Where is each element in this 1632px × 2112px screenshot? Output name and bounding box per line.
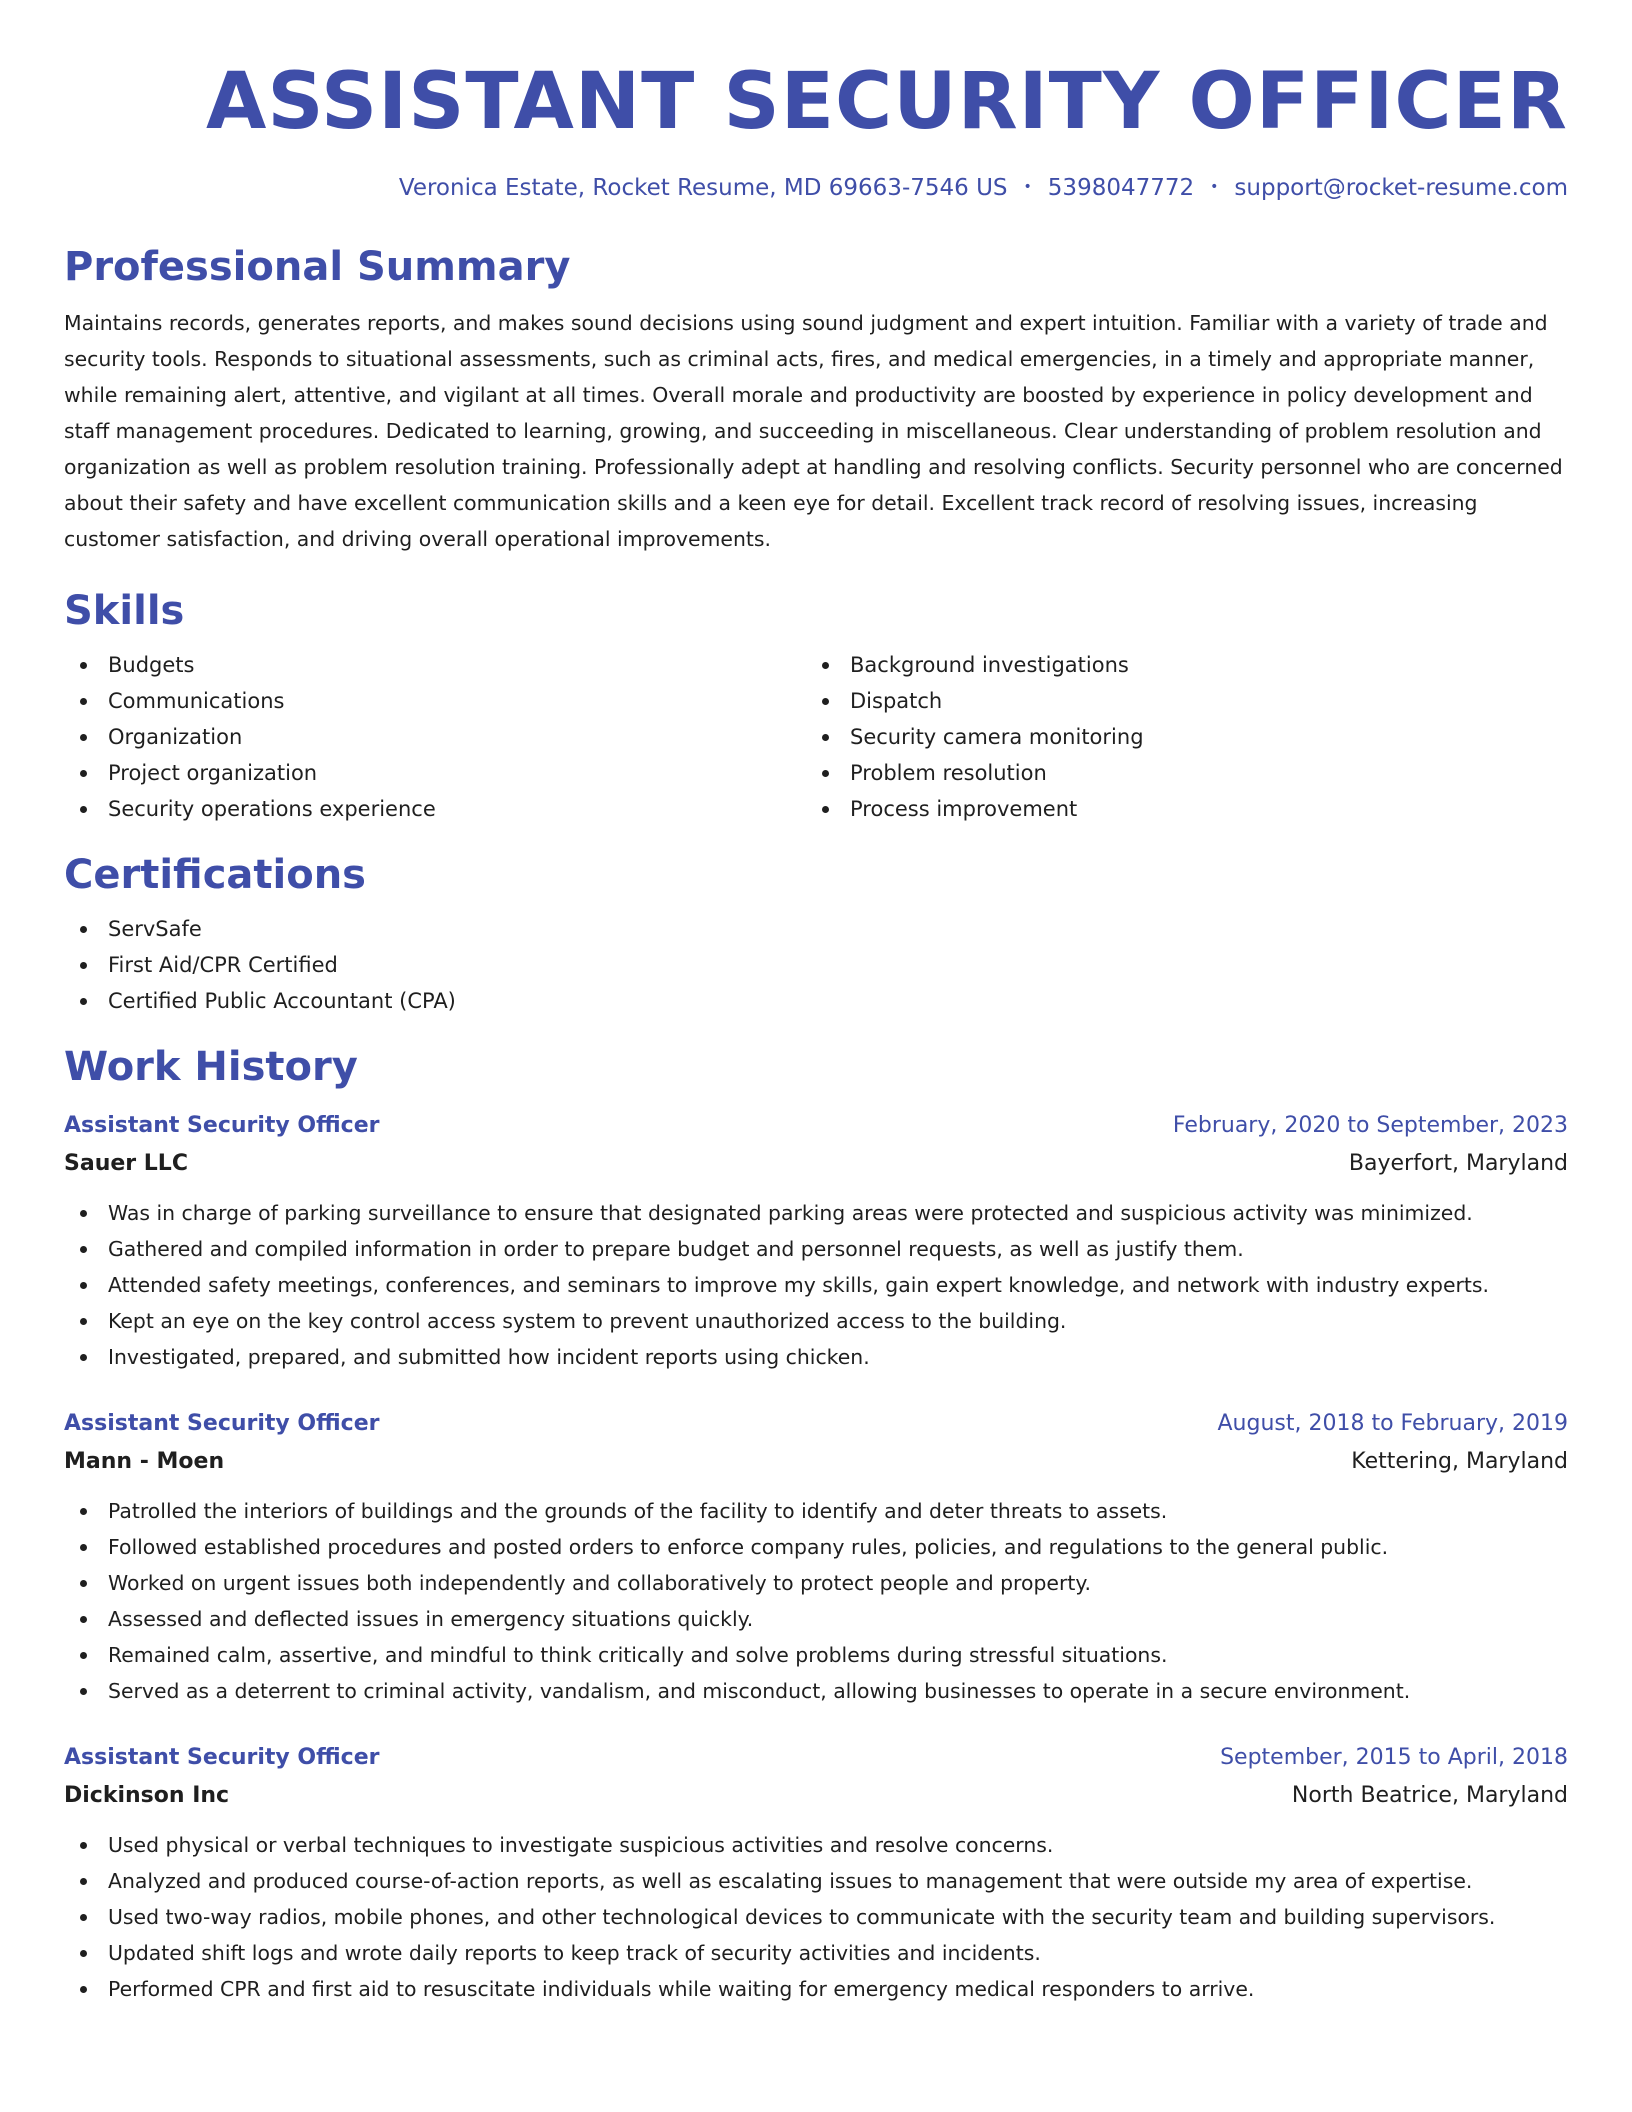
section-title-skills: Skills bbox=[64, 587, 185, 634]
job-location: Kettering, Maryland bbox=[1351, 1448, 1568, 1474]
certification-item: Certified Public Accountant (CPA) bbox=[64, 983, 1568, 1019]
job-location: North Beatrice, Maryland bbox=[1291, 1782, 1568, 1808]
section-title-summary: Professional Summary bbox=[64, 243, 571, 290]
job-dates: September, 2015 to April, 2018 bbox=[1220, 1744, 1568, 1770]
skill-item: Communications bbox=[64, 683, 806, 719]
skill-item: Organization bbox=[64, 719, 806, 755]
job-bullet: Served as a deterrent to criminal activity, vandalism, and misconduct, allowing businesses to operate in a secure environment. bbox=[64, 1673, 1568, 1709]
certifications-list bbox=[64, 911, 1568, 1019]
skills-list bbox=[64, 647, 1568, 827]
skill-item: Security camera monitoring bbox=[806, 719, 1548, 755]
job-bullet: Remained calm, assertive, and mindful to think critically and solve problems during stressful situations. bbox=[64, 1637, 1568, 1673]
job-entry bbox=[64, 1739, 1568, 2007]
job-title: Assistant Security Officer bbox=[64, 1744, 380, 1770]
job-bullet: Updated shift logs and wrote daily reports to keep track of security activities and incidents. bbox=[64, 1935, 1568, 1971]
job-bullet: Used physical or verbal techniques to investigate suspicious activities and resolve concerns. bbox=[64, 1827, 1568, 1863]
section-title-work-history: Work History bbox=[64, 1043, 358, 1090]
job-bullet: Kept an eye on the key control access system to prevent unauthorized access to the building. bbox=[64, 1303, 1568, 1339]
contact-phone[interactable]: 5398047772 bbox=[1047, 175, 1195, 201]
skill-item: Security operations experience bbox=[64, 791, 806, 827]
job-bullet: Gathered and compiled information in order to prepare budget and personnel requests, as well as justify them. bbox=[64, 1231, 1568, 1267]
skill-item: Problem resolution bbox=[806, 755, 1548, 791]
job-location: Bayerfort, Maryland bbox=[1348, 1150, 1568, 1176]
resume-header bbox=[64, 0, 1568, 205]
skill-item: Dispatch bbox=[806, 683, 1548, 719]
job-title: Assistant Security Officer bbox=[64, 1410, 380, 1436]
job-heading-row bbox=[64, 1107, 1568, 1145]
job-bullet: Attended safety meetings, conferences, and seminars to improve my skills, gain expert knowledge, and network with industry experts. bbox=[64, 1267, 1568, 1303]
job-bullet: Assessed and deflected issues in emergency situations quickly. bbox=[64, 1601, 1568, 1637]
contact-address: Veronica Estate, Rocket Resume, MD 69663-7546 US bbox=[398, 175, 1008, 201]
job-bullet: Used two-way radios, mobile phones, and other technological devices to communicate with the security team and building supervisors. bbox=[64, 1899, 1568, 1935]
page-title: ASSISTANT SECURITY OFFICER bbox=[205, 57, 1568, 147]
contact-email[interactable]: support@rocket-resume.com bbox=[1234, 175, 1568, 201]
contact-separator: • bbox=[1023, 178, 1032, 195]
job-title: Assistant Security Officer bbox=[64, 1112, 380, 1138]
job-bullet: Patrolled the interiors of buildings and the grounds of the facility to identify and deter threats to assets. bbox=[64, 1493, 1568, 1529]
job-bullet: Performed CPR and first aid to resuscitate individuals while waiting for emergency medical responders to arrive. bbox=[64, 1971, 1568, 2007]
job-company: Dickinson Inc bbox=[64, 1782, 230, 1808]
job-entry bbox=[64, 1405, 1568, 1709]
summary-text: Maintains records, generates reports, and makes sound decisions using sound judgment and expert intuition. Familiar with a variety of trade and security tools. Responds to situational assessments, such as criminal acts, fires, and medical emergencies, in a timely and appropriate manner, while remaining alert, attentive, and vigilant at all times. Overall morale and productivity are boosted by experience in policy development and staff management procedures. Dedicated to learning, growing, and succeeding in miscellaneous. Clear understanding of problem resolution and organization as well as problem resolution training. Professionally adept at handling and resolving conflicts. Security personnel who are concerned about their safety and have excellent communication skills and a keen eye for detail. Excellent track record of resolving issues, increasing customer satisfaction, and driving overall operational improvements. bbox=[64, 310, 1563, 551]
job-bullet: Analyzed and produced course-of-action reports, as well as escalating issues to management that were outside my area of expertise. bbox=[64, 1863, 1568, 1899]
job-company: Mann - Moen bbox=[64, 1448, 225, 1474]
job-heading-row bbox=[64, 1739, 1568, 1777]
certification-item: First Aid/CPR Certified bbox=[64, 947, 1568, 983]
job-bullet: Worked on urgent issues both independently and collaboratively to protect people and property. bbox=[64, 1565, 1568, 1601]
skill-item: Process improvement bbox=[806, 791, 1548, 827]
skills-column-left bbox=[64, 647, 806, 827]
job-bullet: Followed established procedures and posted orders to enforce company rules, policies, and regulations to the general public. bbox=[64, 1529, 1568, 1565]
skill-item: Background investigations bbox=[806, 647, 1548, 683]
job-dates: August, 2018 to February, 2019 bbox=[1217, 1410, 1568, 1436]
skills-column-right bbox=[806, 647, 1548, 827]
certification-item: ServSafe bbox=[64, 911, 1568, 947]
job-company-row bbox=[64, 1777, 1568, 1815]
skill-item: Budgets bbox=[64, 647, 806, 683]
job-bullets bbox=[64, 1493, 1568, 1709]
job-entry bbox=[64, 1107, 1568, 1375]
job-bullets bbox=[64, 1195, 1568, 1375]
job-company-row bbox=[64, 1443, 1568, 1481]
contact-line bbox=[64, 172, 1568, 205]
skill-item: Project organization bbox=[64, 755, 806, 791]
job-company: Sauer LLC bbox=[64, 1150, 188, 1176]
job-bullets bbox=[64, 1827, 1568, 2007]
section-title-certifications: Certifications bbox=[64, 851, 366, 898]
job-bullet: Investigated, prepared, and submitted how incident reports using chicken. bbox=[64, 1339, 1568, 1375]
contact-separator: • bbox=[1210, 178, 1219, 195]
job-dates: February, 2020 to September, 2023 bbox=[1172, 1112, 1568, 1138]
job-company-row bbox=[64, 1145, 1568, 1183]
job-heading-row bbox=[64, 1405, 1568, 1443]
job-bullet: Was in charge of parking surveillance to ensure that designated parking areas were protected and suspicious activity was minimized. bbox=[64, 1195, 1568, 1231]
